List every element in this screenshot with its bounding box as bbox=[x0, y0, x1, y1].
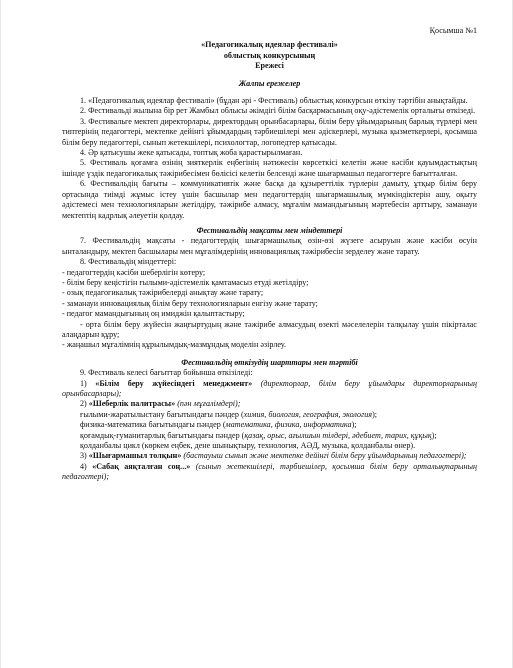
direction-name: «Білім беру жүйесіндегі менеджмент» bbox=[95, 378, 253, 388]
section-heading-goals: Фестивальдің мақсаты мен міндеттері bbox=[196, 225, 343, 235]
subject-group-natural-science bbox=[62, 410, 477, 420]
subject-list: химия, биология, география, экология bbox=[243, 409, 373, 419]
direction-number: 3) bbox=[80, 451, 89, 461]
subject-group-close: ); bbox=[351, 420, 357, 430]
section-heading-general: Жалпы ережелер bbox=[238, 78, 301, 88]
subject-list: қазақ, орыс, ағылшын тілдері, әдебиет, тарих, құқық bbox=[244, 430, 432, 440]
task-item: - орта білім беру жүйесін жаңғыртудың және тәжірибе алмасудың өзекті мәселелерін талқылау үшін пікірталас алаңдарын құру; bbox=[62, 319, 477, 339]
task-item: - жаңашыл мұғалімнің құрылымдық-мазмұндық моделін әзірлеу. bbox=[62, 340, 287, 350]
paragraph-7: 7. Фестивальдің мақсаты - педагогтердің шығармашылық өзін-өзі жүзеге асыруын және кәсіби өсуін ынталандыру, мектеп басшылары мен мұғалімдерінің инновациялық тәжірибесін зерделеу және тарату. bbox=[62, 236, 477, 256]
subject-group-applied: қолданбалы цикл (көркем еңбек, дене шынықтыру, технология, АӘД, музыка, қолданбалы өнер). bbox=[80, 441, 416, 451]
appendix-number: Қосымша №1 bbox=[429, 26, 477, 35]
direction-number: 4) bbox=[80, 461, 93, 471]
paragraph-6: 6. Фестивальдің бағыты – коммуникативтік және басқа да құзыреттілік түрлерін дамыту, ұтқыр білім беру ортасында тиімді жұмыс істеу үшін басшылар мен педагогтердің шығармашылық мүмкіндіктерін ашу, оқыту әдістемесі мен технологияларын жетілдіру, тәжірибе алмасу, мұғалім мамандығының мәртебесін арттыру, заманауи мектептің кадрлық әлеуетін қолдау. bbox=[62, 179, 477, 220]
subject-group-label: физика-математика бағытындағы пәндер ( bbox=[80, 420, 226, 430]
subject-group-label: ғылыми-жаратылыстану бағытындағы пәндер ( bbox=[80, 409, 244, 419]
direction-number: 1) bbox=[80, 378, 96, 388]
section-heading-conditions: Фестивальдің өткізудің шарттары мен тәртібі bbox=[181, 357, 358, 367]
subject-list: математика, физика, информатика bbox=[225, 420, 352, 430]
subject-group-close: ); bbox=[431, 430, 437, 440]
task-item: - педагогтердің кәсіби шеберлігін көтеру; bbox=[62, 267, 206, 277]
direction-2 bbox=[62, 399, 477, 409]
subject-group-close: ); bbox=[372, 409, 378, 419]
paragraph-8: 8. Фестивальдің міндеттері: bbox=[80, 257, 177, 267]
direction-name: «Сабақ аяқталған соң...» bbox=[92, 461, 191, 471]
paragraph-1: 1. «Педагогикалық идеялар фестивалі» (бұдан әрі - Фестиваль) облыстық конкурсын өткізу тәртібін анықтайды. bbox=[80, 96, 468, 106]
subject-group-physics-math bbox=[62, 420, 477, 430]
direction-participants: (бастауыш сынып және мектепке дейінгі білім беру ұйымдарының педагогтері); bbox=[181, 451, 467, 461]
direction-participants: (пән мұғалімдері); bbox=[175, 399, 241, 409]
direction-number: 2) bbox=[80, 399, 89, 409]
direction-participants: (сынып жетекшілері, тәрбиешілер, қосымша білім беру орталықтарының педагогтері); bbox=[62, 461, 478, 482]
paragraph-2: 2. Фестивальді жылына бір рет Жамбыл облысы әкімдігі білім басқармасының оқу-әдістемелік орталығы өткізеді. bbox=[80, 106, 476, 116]
task-item: - заманауи инновациялық білім беру технологияларын енгізу және тарату; bbox=[62, 298, 318, 308]
task-item: - озық педагогикалық тәжірибелерді анықтау және тарату; bbox=[62, 288, 264, 298]
paragraph-9: 9. Фестиваль келесі бағыттар бойынша өткізіледі: bbox=[80, 368, 253, 378]
direction-4 bbox=[62, 462, 477, 483]
paragraph-3: 3. Фестивальге мектеп директорлары, директордың орынбасарлары, білім беру ұйымдарының барлық түрлері мен типтерінің педагогтері, мектепке дейінгі ұйымдардың тәрбиешілері мен әдіскерлері, музыка қызметкерлері, қосымша білім беру педагогтері, сынып жетекшілері, психологтар, логопедтер қатысады. bbox=[62, 116, 477, 147]
direction-3 bbox=[62, 451, 477, 461]
title-line-1: «Педагогикалық идеялар фестивалі» bbox=[201, 40, 338, 50]
subject-group-humanities bbox=[62, 431, 477, 441]
direction-name: «Шығармашыл толқын» bbox=[88, 451, 182, 461]
task-item: - білім беру кеңістігін ғылыми-әдістемелік қамтамасыз етуді жетілдіру; bbox=[62, 277, 309, 287]
regulation-document bbox=[62, 26, 477, 483]
title-line-2: облыстық конкурсының bbox=[223, 50, 316, 60]
direction-1 bbox=[62, 379, 477, 400]
paragraph-4: 4. Әр қатысушы жеке қатысады, топтық жоба қарастырылмаған. bbox=[80, 148, 303, 158]
direction-participants: (директорлар, білім беру ұйымдары директорларының орынбасарлары); bbox=[62, 378, 478, 398]
title-line-3: Ережесі bbox=[255, 61, 284, 71]
paragraph-5: 5. Фестиваль қоғамға өзінің зияткерлік еңбегінің нәтижесін көрсеткісі келетін және кәсіби қауымдастықтың ішінде үздік педагогикалық тәжірибесімен бөлісісі келетін белсенді және шығармашыл педагогтерге бағытталған. bbox=[62, 158, 477, 178]
subject-group-label: қоғамдық-гуманитарлық бағытындағы пәндер ( bbox=[80, 430, 245, 440]
task-item: - педагог мамандығының оң имиджін қалыптастыру; bbox=[62, 309, 245, 319]
direction-name: «Шеберлік палитрасы» bbox=[88, 399, 176, 409]
